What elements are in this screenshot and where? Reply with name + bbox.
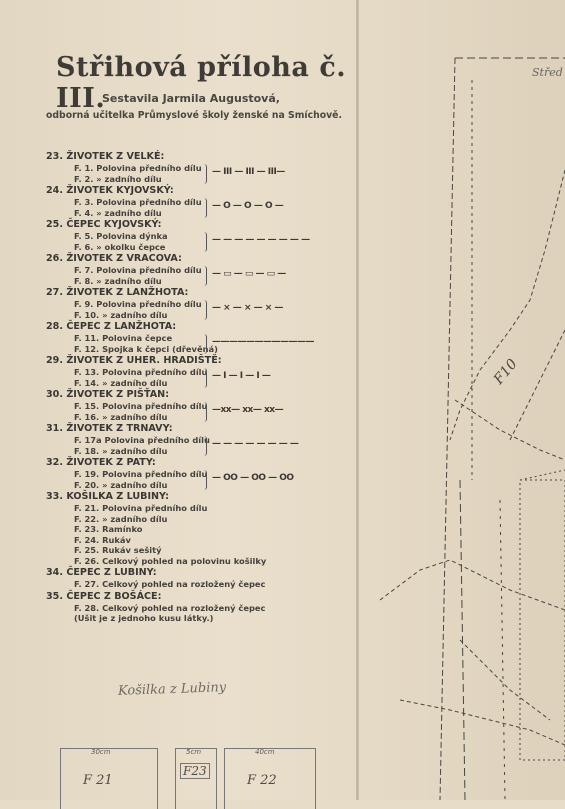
- figure-row: F. 1. Polovina předního dílu: [74, 163, 202, 173]
- line-style-sample: — — — — — — — —: [212, 439, 299, 449]
- box-label-f22: F 22: [247, 773, 277, 788]
- brace-mark: [202, 266, 207, 286]
- brace-mark: [202, 402, 207, 422]
- section-heading: 27. ŽIVOTEK Z LANŽHOTA:: [46, 287, 189, 298]
- pattern-line-curve: [510, 330, 565, 440]
- dim-top-f22: 40cm: [255, 748, 275, 756]
- figure-row: F. 13. Polovina předního dílu: [74, 367, 208, 377]
- figure-row: F. 25. Rukáv sešitý: [74, 545, 162, 555]
- brace-mark: [202, 232, 207, 252]
- figure-row: F. 23. Ramínko: [74, 524, 143, 534]
- author-line: Sestavila Jarmila Augustová,: [102, 92, 280, 105]
- line-style-sample: — × — × — × —: [212, 303, 283, 313]
- figure-row: F. 26. Celkový pohled na polovinu košilky: [74, 555, 267, 566]
- section-heading: 32. ŽIVOTEK Z PATY:: [46, 457, 156, 468]
- line-style-sample: — — — — — — — — —: [212, 235, 310, 245]
- pattern-line-x3: [400, 700, 565, 745]
- dim-top-f23: 5cm: [186, 748, 202, 756]
- figure-row: F. 8. » zadního dílu: [74, 275, 162, 286]
- section-heading: 28. ČEPEC Z LANŽHOTA:: [46, 321, 177, 332]
- handwritten-note: Košilka z Lubiny: [117, 680, 227, 699]
- section-heading: 26. ŽIVOTEK Z VRACOVA:: [46, 253, 182, 264]
- line-style-sample: — I — I — I —: [212, 371, 271, 381]
- pattern-line-f10: [450, 170, 565, 440]
- section-heading: 23. ŽIVOTEK Z VELKÉ:: [46, 151, 165, 162]
- section-item: [46, 388, 356, 422]
- section-heading: 30. ŽIVOTEK Z PIŠŤAN:: [46, 389, 170, 400]
- section-item: [46, 286, 356, 320]
- figure-row: F. 10. » zadního dílu: [74, 309, 168, 320]
- section-heading: 31. ŽIVOTEK Z TRNAVY:: [46, 423, 173, 434]
- figure-row: F. 12. Spojka k čepci (dřevěná): [74, 343, 218, 354]
- section-item: [46, 150, 356, 184]
- figure-row: F. 27. Celkový pohled na rozložený čepec: [74, 579, 266, 589]
- pattern-line-x2: [380, 560, 565, 610]
- section-heading: 35. ČEPEC Z BOŠÁCE:: [46, 590, 162, 602]
- brace-mark: [202, 300, 207, 320]
- section-item: [46, 590, 356, 624]
- figure-row: F. 17a Polovina předního dílu: [74, 435, 210, 445]
- figure-row: (Ušit je z jednoho kusu látky.): [74, 613, 214, 623]
- line-style-sample: — ▭ — ▭ — ▭ —: [212, 269, 286, 279]
- pattern-line-left: [440, 58, 455, 800]
- box-label-f21: F 21: [83, 773, 113, 788]
- line-style-sample: — III — III — III—: [212, 167, 285, 177]
- figure-row: F. 28. Celkový pohled na rozložený čepec: [74, 602, 266, 613]
- page-title: Střihová příloha č. III.: [56, 52, 347, 114]
- section-heading: 29. ŽIVOTEK Z UHER. HRADIŠTĚ:: [46, 355, 222, 366]
- section-item: [46, 422, 356, 456]
- line-style-sample: — O — O — O —: [212, 201, 284, 211]
- figure-row: F. 15. Polovina předního dílu: [74, 401, 208, 411]
- figure-row: F. 11. Polovina čepce: [74, 333, 173, 343]
- box-label-f23: F23: [180, 763, 210, 779]
- page-fold: [356, 0, 359, 800]
- figure-row: F. 7. Polovina předního dílu: [74, 265, 202, 275]
- section-heading: 34. ČEPEC Z LUBINY:: [46, 567, 157, 578]
- figure-row: F. 3. Polovina předního dílu: [74, 197, 202, 207]
- brace-mark: [202, 198, 207, 218]
- section-item: [46, 354, 356, 388]
- figure-row: F. 16. » zadního dílu: [74, 411, 168, 422]
- pattern-drawing: [360, 0, 565, 800]
- section-heading: 25. ČEPEC KYJOVSKÝ:: [46, 219, 162, 230]
- line-style-sample: —xx— xx— xx—: [212, 405, 284, 415]
- brace-mark: [202, 334, 207, 354]
- section-item: [46, 252, 356, 286]
- section-item: [46, 456, 356, 490]
- section-item: [46, 566, 356, 590]
- section-item: [46, 184, 356, 218]
- pattern-label-stred: Střed: [532, 66, 563, 79]
- section-item: [46, 490, 356, 566]
- brace-mark: [202, 164, 207, 184]
- pattern-label-f10: F10: [490, 356, 521, 388]
- figure-row: F. 6. » okolku čepce: [74, 241, 166, 252]
- brace-mark: [202, 368, 207, 388]
- affiliation-line: odborná učitelka Průmyslové školy ženské na Smíchově.: [46, 110, 343, 121]
- figure-row: F. 19. Polovina předního dílu: [74, 469, 208, 479]
- figure-row: F. 21. Polovina předního dílu: [74, 503, 208, 513]
- figure-row: F. 18. » zadního dílu: [74, 445, 168, 456]
- figure-row: F. 22. » zadního dílu: [74, 513, 168, 524]
- line-style-sample: ————————————: [212, 337, 314, 347]
- line-style-sample: — OO — OO — OO: [212, 473, 294, 483]
- dim-top-f21: 30cm: [91, 748, 111, 756]
- figure-row: F. 4. » zadního dílu: [74, 207, 162, 218]
- figure-row: F. 14. » zadního dílu: [74, 377, 168, 388]
- figure-row: F. 24. Rukáv: [74, 534, 131, 545]
- section-item: [46, 218, 356, 252]
- pattern-rect-dotted: [520, 480, 565, 760]
- section-heading: 24. ŽIVOTEK KYJOVSKÝ:: [46, 185, 174, 196]
- section-item: [46, 320, 356, 354]
- section-heading: 33. KOŠILKA Z LUBINY:: [46, 491, 170, 502]
- figure-row: F. 20. » zadního dílu: [74, 479, 168, 490]
- brace-mark: [202, 436, 207, 456]
- brace-mark: [202, 470, 207, 490]
- pattern-index-list: [46, 150, 356, 624]
- figure-row: F. 5. Polovina dýnka: [74, 231, 168, 241]
- figure-row: F. 2. » zadního dílu: [74, 173, 162, 184]
- figure-row: F. 9. Polovina předního dílu: [74, 299, 202, 309]
